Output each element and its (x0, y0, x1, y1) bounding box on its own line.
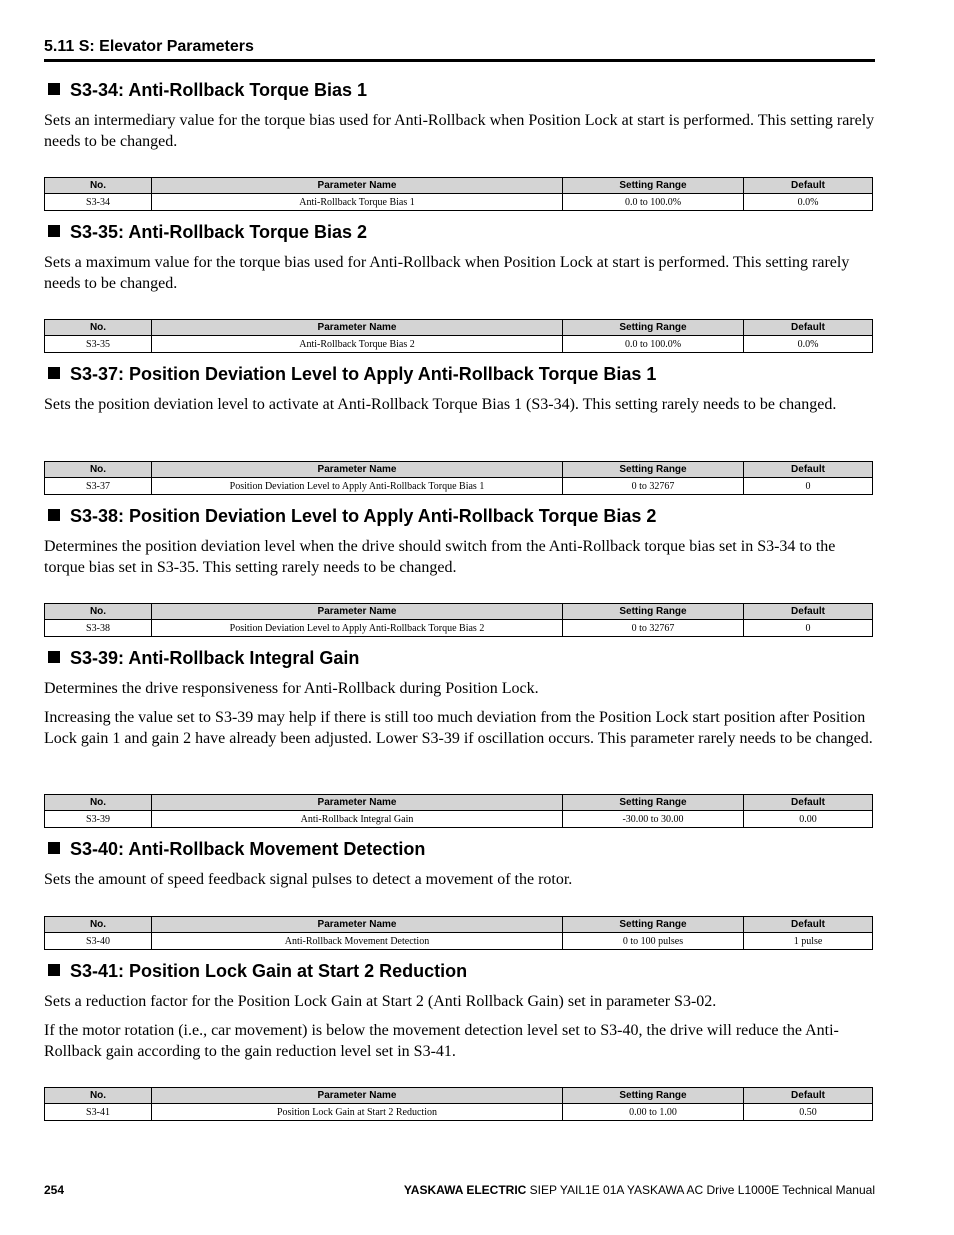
table-row (45, 194, 873, 211)
col-range-header: Setting Range (563, 795, 744, 811)
page-number: 254 (44, 1183, 65, 1197)
table-header-row (45, 178, 873, 194)
table-header-row (45, 917, 873, 933)
section-title: 5.11 S: Elevator Parameters (44, 38, 254, 55)
heading-text: S3-35: Anti-Rollback Torque Bias 2 (70, 222, 368, 242)
param-name: Anti-Rollback Movement Detection (152, 933, 563, 950)
param-default: 0.0% (744, 194, 873, 211)
col-default-header: Default (744, 1088, 873, 1104)
col-no-header: No. (45, 917, 152, 933)
parameter-table (44, 794, 873, 828)
param-no: S3-38 (45, 620, 152, 637)
table-header-row (45, 604, 873, 620)
col-range-header: Setting Range (563, 1088, 744, 1104)
parameter-heading (48, 363, 656, 385)
col-default-header: Default (744, 462, 873, 478)
param-range: 0 to 32767 (563, 620, 744, 637)
col-name-header: Parameter Name (152, 917, 563, 933)
parameter-table (44, 177, 873, 211)
manual-reference (404, 1182, 875, 1198)
description-paragraph: Sets the amount of speed feedback signal pulses to detect a movement of the rotor. (44, 871, 573, 888)
param-range: 0 to 32767 (563, 478, 744, 495)
description-paragraph: Sets an intermediary value for the torque bias used for Anti-Rollback when Position Lock at start is performed. This setting rarely needs to be changed. (44, 112, 875, 150)
param-default: 0 (744, 478, 873, 495)
col-default-header: Default (744, 604, 873, 620)
param-no: S3-39 (45, 811, 152, 828)
parameter-heading (48, 647, 359, 669)
description-paragraph: Sets the position deviation level to activate at Anti-Rollback Torque Bias 1 (S3-34). This setting rarely needs to be changed. (44, 396, 837, 413)
parameter-table (44, 319, 873, 353)
square-bullet-icon (48, 509, 60, 521)
col-name-header: Parameter Name (152, 795, 563, 811)
table-row (45, 811, 873, 828)
description-paragraph: If the motor rotation (i.e., car movement) is below the movement detection level set to S3-40, the drive will reduce the Anti-Rollback gain according to the gain reduction level set in S3-41. (44, 1022, 839, 1060)
description-paragraph: Determines the position deviation level when the drive should switch from the Anti-Rollback torque bias set in S3-34 to the torque bias set in S3-35. This setting rarely needs to be changed. (44, 538, 836, 576)
col-no-header: No. (45, 604, 152, 620)
parameter-table (44, 1087, 873, 1121)
col-default-header: Default (744, 320, 873, 336)
square-bullet-icon (48, 842, 60, 854)
description-paragraph: Determines the drive responsiveness for Anti-Rollback during Position Lock. (44, 680, 539, 697)
col-range-header: Setting Range (563, 917, 744, 933)
col-range-header: Setting Range (563, 462, 744, 478)
heading-text: S3-39: Anti-Rollback Integral Gain (70, 648, 360, 668)
square-bullet-icon (48, 367, 60, 379)
col-no-header: No. (45, 795, 152, 811)
param-range: 0.00 to 1.00 (563, 1104, 744, 1121)
col-name-header: Parameter Name (152, 462, 563, 478)
param-default: 1 pulse (744, 933, 873, 950)
col-name-header: Parameter Name (152, 320, 563, 336)
description-paragraph: Sets a reduction factor for the Position Lock Gain at Start 2 (Anti Rollback Gain) set in parameter S3-02. (44, 993, 717, 1010)
param-no: S3-35 (45, 336, 152, 353)
square-bullet-icon (48, 225, 60, 237)
company-name: YASKAWA ELECTRIC (403, 1183, 527, 1197)
param-range: 0.0 to 100.0% (563, 194, 744, 211)
table-header-row (45, 795, 873, 811)
col-default-header: Default (744, 178, 873, 194)
param-no: S3-34 (45, 194, 152, 211)
parameter-table (44, 603, 873, 637)
table-header-row (45, 462, 873, 478)
table-row (45, 620, 873, 637)
heading-text: S3-37: Position Deviation Level to Apply Anti-Rollback Torque Bias 1 (70, 364, 657, 384)
param-name: Anti-Rollback Integral Gain (152, 811, 563, 828)
param-no: S3-40 (45, 933, 152, 950)
parameter-heading (48, 838, 425, 860)
manual-title: SIEP YAIL1E 01A YASKAWA AC Drive L1000E Technical Manual (526, 1183, 875, 1197)
table-header-row (45, 320, 873, 336)
col-default-header: Default (744, 795, 873, 811)
heading-text: S3-41: Position Lock Gain at Start 2 Reduction (70, 961, 468, 981)
table-row (45, 1104, 873, 1121)
heading-text: S3-38: Position Deviation Level to Apply Anti-Rollback Torque Bias 2 (70, 506, 657, 526)
col-range-header: Setting Range (563, 178, 744, 194)
col-no-header: No. (45, 320, 152, 336)
col-range-header: Setting Range (563, 320, 744, 336)
col-no-header: No. (45, 462, 152, 478)
parameter-table (44, 916, 873, 950)
manual-page (44, 0, 875, 1235)
col-default-header: Default (744, 917, 873, 933)
param-name: Position Deviation Level to Apply Anti-Rollback Torque Bias 2 (152, 620, 563, 637)
param-no: S3-41 (45, 1104, 152, 1121)
page-header (44, 37, 875, 62)
param-name: Anti-Rollback Torque Bias 1 (152, 194, 563, 211)
page-footer (44, 1182, 875, 1198)
param-default: 0.50 (744, 1104, 873, 1121)
param-range: -30.00 to 30.00 (563, 811, 744, 828)
param-name: Position Lock Gain at Start 2 Reduction (152, 1104, 563, 1121)
col-name-header: Parameter Name (152, 1088, 563, 1104)
param-default: 0.00 (744, 811, 873, 828)
param-range: 0.0 to 100.0% (563, 336, 744, 353)
parameter-heading (48, 960, 467, 982)
square-bullet-icon (48, 83, 60, 95)
col-range-header: Setting Range (563, 604, 744, 620)
col-no-header: No. (45, 1088, 152, 1104)
square-bullet-icon (48, 651, 60, 663)
square-bullet-icon (48, 964, 60, 976)
param-name: Position Deviation Level to Apply Anti-Rollback Torque Bias 1 (152, 478, 563, 495)
parameter-heading (48, 79, 367, 101)
table-row (45, 336, 873, 353)
col-name-header: Parameter Name (152, 604, 563, 620)
parameter-heading (48, 221, 367, 243)
col-no-header: No. (45, 178, 152, 194)
description-paragraph: Sets a maximum value for the torque bias used for Anti-Rollback when Position Lock at start is performed. This setting rarely needs to be changed. (44, 254, 850, 292)
heading-text: S3-34: Anti-Rollback Torque Bias 1 (70, 80, 368, 100)
description-paragraph: Increasing the value set to S3-39 may help if there is still too much deviation from the Position Lock start position after Position Lock gain 1 and gain 2 have already been adjusted. Lower S3-39 if oscillation occurs. This parameter rarely needs to be changed. (44, 709, 873, 747)
param-range: 0 to 100 pulses (563, 933, 744, 950)
param-name: Anti-Rollback Torque Bias 2 (152, 336, 563, 353)
param-no: S3-37 (45, 478, 152, 495)
col-name-header: Parameter Name (152, 178, 563, 194)
heading-text: S3-40: Anti-Rollback Movement Detection (70, 839, 426, 859)
table-row (45, 933, 873, 950)
parameter-table (44, 461, 873, 495)
table-row (45, 478, 873, 495)
parameter-heading (48, 505, 656, 527)
param-default: 0 (744, 620, 873, 637)
table-header-row (45, 1088, 873, 1104)
param-default: 0.0% (744, 336, 873, 353)
